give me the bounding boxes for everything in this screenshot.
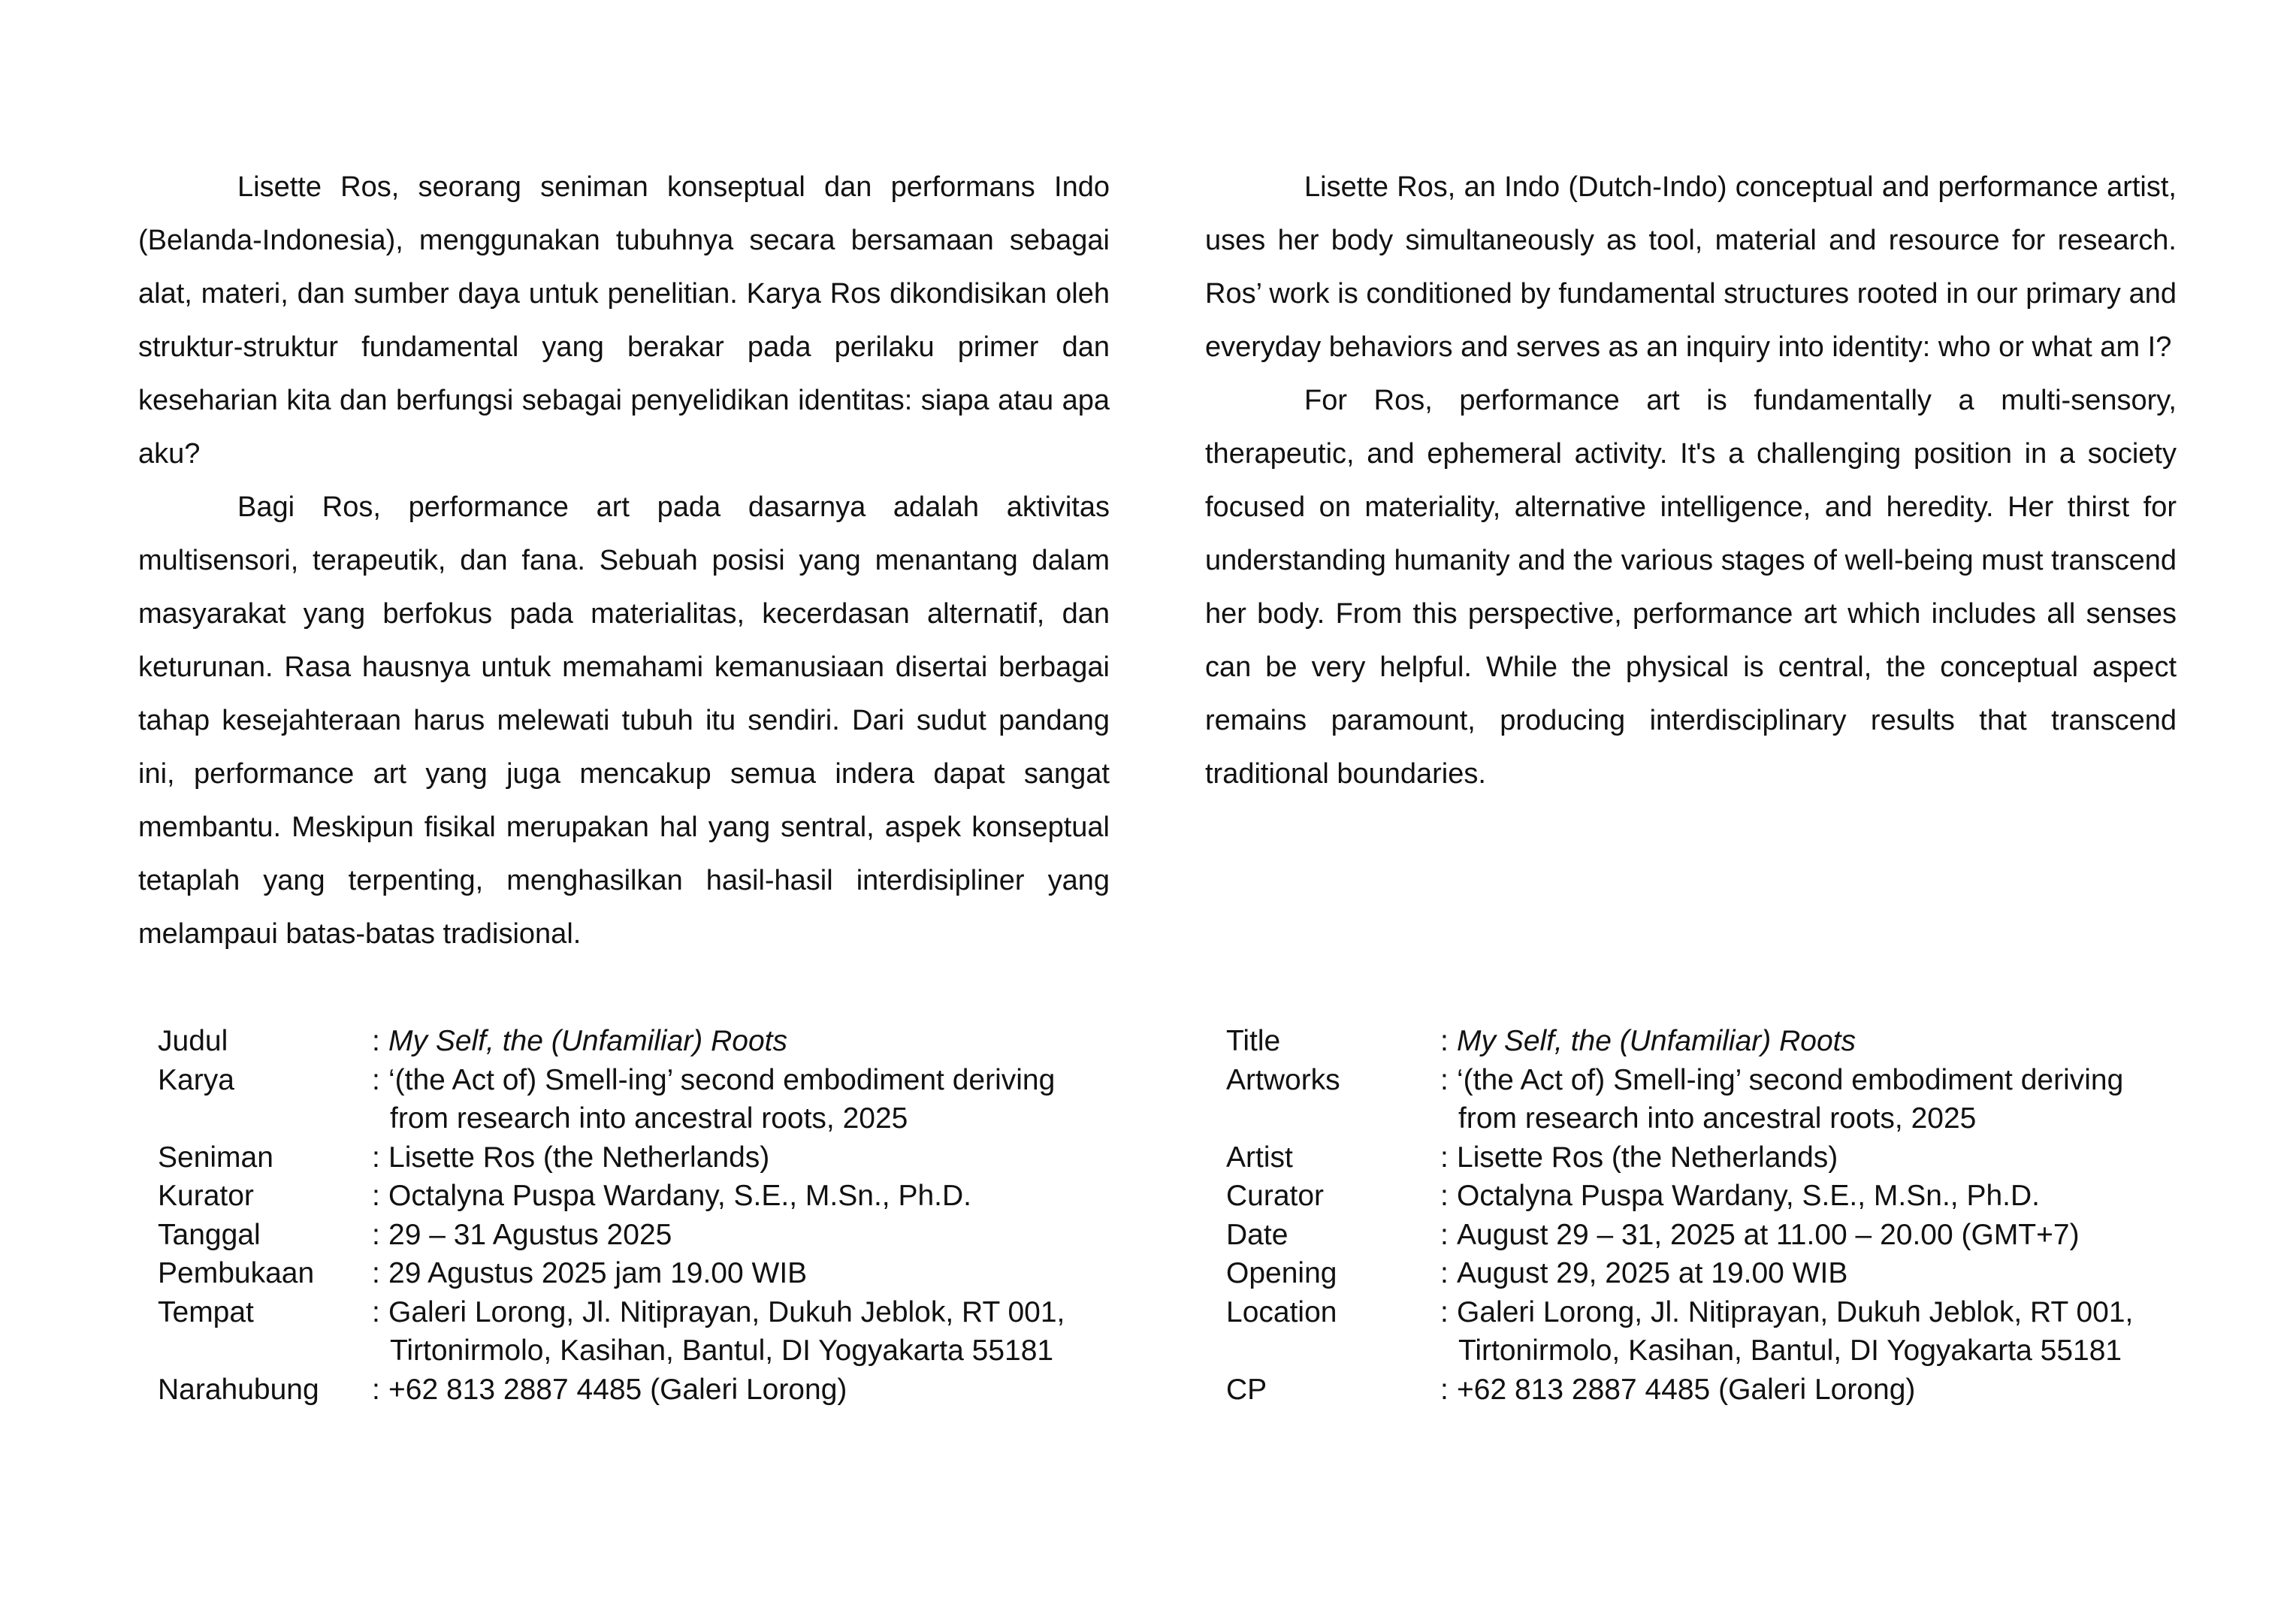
detail-row-pembukaan: Pembukaan : 29 Agustus 2025 jam 19.00 WIB xyxy=(158,1254,1150,1293)
detail-row-title: Title : My Self, the (Unfamiliar) Roots xyxy=(1226,1022,2218,1061)
detail-label: Curator xyxy=(1226,1180,1325,1212)
detail-value: August 29, 2025 at 19.00 WIB xyxy=(1457,1257,1848,1289)
detail-value: Galeri Lorong, Jl. Nitiprayan, Dukuh Jeblok, RT 001, xyxy=(1457,1295,2134,1328)
detail-label: Opening xyxy=(1226,1257,1337,1289)
detail-row-artist: Artist : Lisette Ros (the Netherlands) xyxy=(1226,1138,2218,1177)
detail-label: Artist xyxy=(1226,1141,1293,1174)
detail-value: My Self, the (Unfamiliar) Roots xyxy=(1457,1025,1856,1057)
detail-row-tempat: Tempat : Galeri Lorong, Jl. Nitiprayan, Dukuh Jeblok, RT 001, Tirtonirmolo, Kasihan, Bantul, DI Yogyakarta 55181 xyxy=(158,1293,1150,1371)
detail-value: Lisette Ros (the Netherlands) xyxy=(1457,1141,1838,1174)
detail-row-karya: Karya : ‘(the Act of) Smell-ing’ second embodiment deriving from research into ancestral roots, 2025 xyxy=(158,1061,1150,1138)
detail-row-narahubung: Narahubung : +62 813 2887 4485 (Galeri Lorong) xyxy=(158,1371,1150,1410)
detail-value: Octalyna Puspa Wardany, S.E., M.Sn., Ph.D. xyxy=(388,1180,971,1212)
english-text-column xyxy=(1205,161,2177,801)
detail-label: Seniman xyxy=(158,1141,273,1174)
detail-value-continued: from research into ancestral roots, 2025 xyxy=(1458,1102,1977,1135)
detail-label: Tanggal xyxy=(158,1218,261,1251)
detail-value: Octalyna Puspa Wardany, S.E., M.Sn., Ph.D. xyxy=(1457,1180,2040,1212)
indonesian-paragraph-2: Bagi Ros, performance art pada dasarnya adalah aktivitas multisensori, terapeutik, dan fana. Sebuah posisi yang menantang dalam masyarakat yang berfokus pada materialitas, kecerdasan alternatif, dan keturunan. Rasa hausnya untuk memahami kemanusiaan disertai berbagai tahap kesejahteraan harus melewati tubuh itu sendiri. Dari sudut pandang ini, performance art yang juga mencakup semua indera dapat sangat membantu. Meskipun fisikal merupakan hal yang sentral, aspek konseptual tetaplah yang terpenting, menghasilkan hasil-hasil interdisipliner yang melampaui batas-batas tradisional. xyxy=(138,491,1110,950)
detail-value: ‘(the Act of) Smell-ing’ second embodiment deriving xyxy=(388,1063,1056,1096)
detail-label: Kurator xyxy=(158,1180,254,1212)
detail-label: Pembukaan xyxy=(158,1257,315,1289)
indonesian-text-column xyxy=(138,161,1110,961)
english-paragraph-2: For Ros, performance art is fundamentally a multi-sensory, therapeutic, and ephemeral activity. It's a challenging position in a society focused on materiality, alternative intelligence, and heredity. Her thirst for understanding humanity and the various stages of well-being must transcend her body. From this perspective, performance art which includes all senses can be very helpful. While the physical is central, the conceptual aspect remains paramount, producing interdisciplinary results that transcend traditional boundaries. xyxy=(1205,385,2177,790)
indonesian-paragraph-1: Lisette Ros, seorang seniman konseptual dan performans Indo (Belanda-Indonesia), menggunakan tubuhnya secara bersamaan sebagai alat, materi, dan sumber daya untuk penelitian. Karya Ros dikondisikan oleh struktur-struktur fundamental yang berakar pada perilaku primer dan keseharian kita dan berfungsi sebagai penyelidikan identitas: siapa atau apa aku? xyxy=(138,171,1110,470)
detail-value: +62 813 2887 4485 (Galeri Lorong) xyxy=(388,1373,847,1406)
detail-label: CP xyxy=(1226,1373,1267,1406)
detail-row-tanggal: Tanggal : 29 – 31 Agustus 2025 xyxy=(158,1216,1150,1255)
detail-row-curator: Curator : Octalyna Puspa Wardany, S.E., M.Sn., Ph.D. xyxy=(1226,1177,2218,1216)
detail-label: Karya xyxy=(158,1063,234,1096)
english-details xyxy=(1226,1022,2218,1409)
detail-value: 29 – 31 Agustus 2025 xyxy=(388,1218,672,1251)
indonesian-details xyxy=(158,1022,1150,1409)
detail-row-seniman: Seniman : Lisette Ros (the Netherlands) xyxy=(158,1138,1150,1177)
detail-row-artworks: Artworks : ‘(the Act of) Smell-ing’ second embodiment deriving from research into ancestral roots, 2025 xyxy=(1226,1061,2218,1138)
detail-value: My Self, the (Unfamiliar) Roots xyxy=(388,1025,787,1057)
detail-row-date: Date : August 29 – 31, 2025 at 11.00 – 20.00 (GMT+7) xyxy=(1226,1216,2218,1255)
detail-label: Tempat xyxy=(158,1295,254,1328)
detail-row-location: Location : Galeri Lorong, Jl. Nitiprayan, Dukuh Jeblok, RT 001, Tirtonirmolo, Kasihan, Bantul, DI Yogyakarta 55181 xyxy=(1226,1293,2218,1371)
detail-label: Date xyxy=(1226,1218,1288,1251)
detail-row-opening: Opening : August 29, 2025 at 19.00 WIB xyxy=(1226,1254,2218,1293)
detail-label: Location xyxy=(1226,1295,1337,1328)
detail-value: Lisette Ros (the Netherlands) xyxy=(388,1141,770,1174)
detail-value: ‘(the Act of) Smell-ing’ second embodiment deriving xyxy=(1457,1063,2124,1096)
detail-value: 29 Agustus 2025 jam 19.00 WIB xyxy=(388,1257,808,1289)
detail-row-cp: CP : +62 813 2887 4485 (Galeri Lorong) xyxy=(1226,1371,2218,1410)
detail-label: Narahubung xyxy=(158,1373,319,1406)
detail-label: Judul xyxy=(158,1025,228,1057)
detail-label: Title xyxy=(1226,1025,1281,1057)
detail-value-continued: from research into ancestral roots, 2025 xyxy=(390,1102,908,1135)
detail-label: Artworks xyxy=(1226,1063,1340,1096)
detail-value: +62 813 2887 4485 (Galeri Lorong) xyxy=(1457,1373,1916,1406)
detail-value-continued: Tirtonirmolo, Kasihan, Bantul, DI Yogyakarta 55181 xyxy=(390,1334,1054,1367)
detail-row-kurator: Kurator : Octalyna Puspa Wardany, S.E., M.Sn., Ph.D. xyxy=(158,1177,1150,1216)
detail-value: Galeri Lorong, Jl. Nitiprayan, Dukuh Jeblok, RT 001, xyxy=(388,1295,1065,1328)
detail-row-judul: Judul : My Self, the (Unfamiliar) Roots xyxy=(158,1022,1150,1061)
detail-value-continued: Tirtonirmolo, Kasihan, Bantul, DI Yogyakarta 55181 xyxy=(1458,1334,2122,1367)
english-paragraph-1: Lisette Ros, an Indo (Dutch-Indo) conceptual and performance artist, uses her body simultaneously as tool, material and resource for research. Ros’ work is conditioned by fundamental structures rooted in our primary and everyday behaviors and serves as an inquiry into identity: who or what am I? xyxy=(1205,171,2177,363)
detail-value: August 29 – 31, 2025 at 11.00 – 20.00 (GMT+7) xyxy=(1457,1218,2080,1251)
